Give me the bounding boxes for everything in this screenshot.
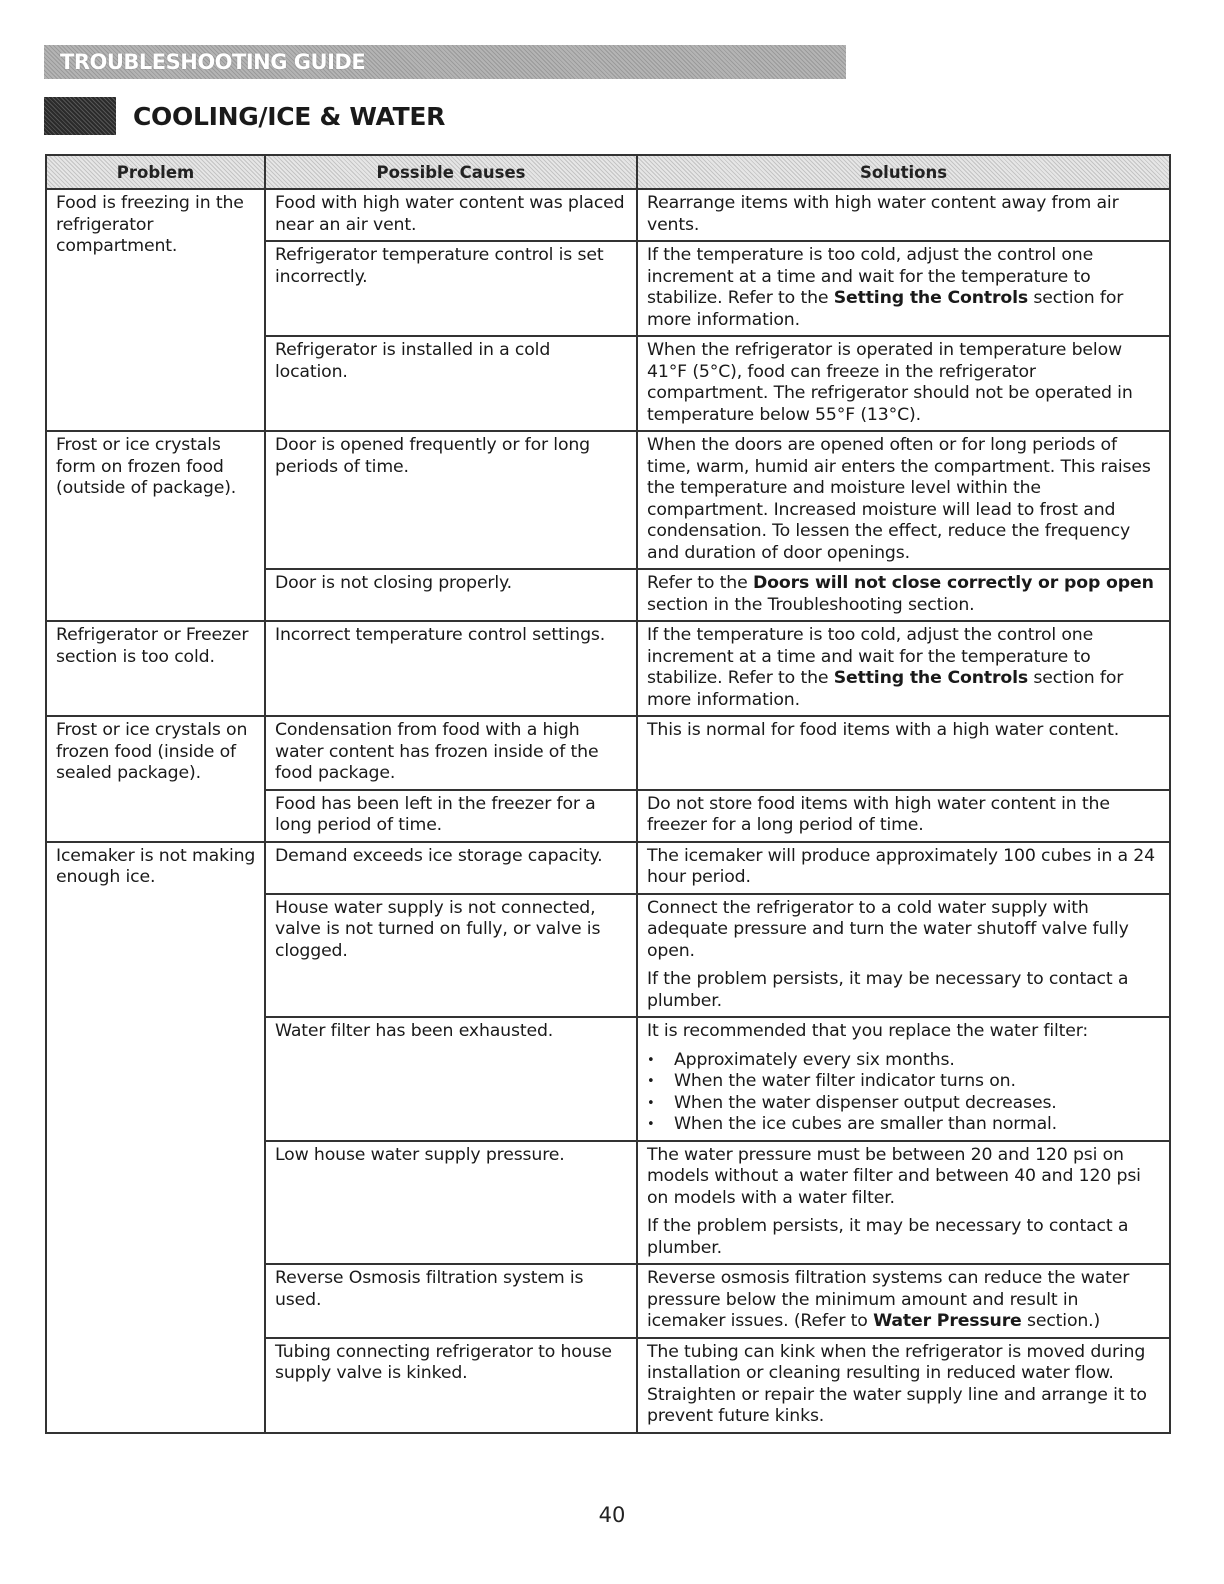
column-header-solutions: Solutions	[637, 155, 1170, 189]
solution-text: Refer to the	[647, 573, 753, 593]
cause-cell: House water supply is not connected, valve is not turned on fully, or valve is clogged.	[265, 894, 637, 1018]
solution-paragraph	[647, 245, 1161, 331]
solution-cell	[637, 336, 1170, 431]
solution-paragraph	[647, 625, 1161, 711]
solution-text: section for more information.	[647, 668, 1124, 710]
section-title: COOLING/ICE & WATER	[133, 101, 446, 131]
solution-cell	[637, 790, 1170, 842]
solution-paragraph: If the problem persists, it may be necessary to contact a plumber.	[647, 1216, 1129, 1258]
solution-cell	[637, 189, 1170, 241]
problem-cell: Frost or ice crystals form on frozen food (outside of package).	[46, 431, 265, 621]
solution-text: If the temperature is too cold, adjust the control one increment at a time and wait for the temperature to stabilize. Refer to the	[647, 245, 1094, 308]
guide-title-bar	[44, 45, 846, 79]
cause-cell: Refrigerator is installed in a cold location.	[265, 336, 637, 431]
cause-cell: Food has been left in the freezer for a long period of time.	[265, 790, 637, 842]
cause-cell: Refrigerator temperature control is set incorrectly.	[265, 241, 637, 336]
cause-cell: Door is opened frequently or for long periods of time.	[265, 431, 637, 569]
section-reference: Setting the Controls	[833, 668, 1029, 688]
solution-text: If the temperature is too cold, adjust the control one increment at a time and wait for the temperature to stabilize. Refer to the	[647, 625, 1094, 688]
solution-paragraph	[647, 1268, 1161, 1333]
cause-cell: Tubing connecting refrigerator to house supply valve is kinked.	[265, 1338, 637, 1433]
solution-paragraph: This is normal for food items with a high water content.	[647, 720, 1120, 740]
page-number: 40	[598, 1503, 626, 1527]
cause-cell: Incorrect temperature control settings.	[265, 621, 637, 716]
section-marker-block	[44, 97, 116, 135]
solution-bullet-item: • Approximately every six months.	[647, 1050, 1161, 1072]
solution-cell	[637, 569, 1170, 621]
solution-paragraph: If the problem persists, it may be necessary to contact a plumber.	[647, 969, 1129, 1011]
problem-cell: Food is freezing in the refrigerator compartment.	[46, 189, 265, 431]
solution-cell	[637, 621, 1170, 716]
problem-cell: Refrigerator or Freezer section is too cold.	[46, 621, 265, 716]
solution-bullet-item: • When the water filter indicator turns on.	[647, 1071, 1161, 1093]
solution-text: section in the Troubleshooting section.	[647, 594, 975, 615]
cause-cell: Demand exceeds ice storage capacity.	[265, 842, 637, 894]
section-reference: Setting the Controls	[833, 288, 1029, 308]
solution-paragraph	[647, 573, 1161, 616]
column-header-problem: Problem	[46, 155, 265, 189]
cause-cell: Food with high water content was placed near an air vent.	[265, 189, 637, 241]
solution-paragraph: When the doors are opened often or for long periods of time, warm, humid air enters the compartment. This raises the temperature and moisture level within the compartment. Increased moisture will lead to frost and condensation. To lessen the effect, reduce the frequency and duration of door openings.	[647, 435, 1151, 563]
cause-cell: Reverse Osmosis filtration system is used.	[265, 1264, 637, 1338]
table-row	[46, 621, 1170, 716]
table-row	[46, 716, 1170, 790]
section-reference: Water Pressure	[873, 1311, 1022, 1331]
solution-cell	[637, 716, 1170, 790]
cause-cell: Low house water supply pressure.	[265, 1141, 637, 1265]
guide-title: TROUBLESHOOTING GUIDE	[60, 50, 366, 74]
solution-cell	[637, 1264, 1170, 1338]
solution-text: Reverse osmosis filtration systems can reduce the water pressure below the minimum amount and result in icemaker issues. (Refer to	[647, 1268, 1130, 1331]
solution-cell	[637, 1338, 1170, 1433]
table-row	[46, 842, 1170, 894]
cause-cell: Door is not closing properly.	[265, 569, 637, 621]
section-heading	[44, 97, 445, 135]
solution-paragraph: When the refrigerator is operated in temperature below 41°F (5°C), food can freeze in the refrigerator compartment. The refrigerator should not be operated in temperature below 55°F (13°C).	[647, 340, 1133, 425]
cause-cell: Water filter has been exhausted.	[265, 1017, 637, 1141]
solution-bullet-item: • When the ice cubes are smaller than normal.	[647, 1114, 1161, 1136]
solution-cell	[637, 431, 1170, 569]
table-body	[46, 189, 1170, 1433]
table-row	[46, 189, 1170, 241]
solution-paragraph: Rearrange items with high water content away from air vents.	[647, 193, 1119, 235]
solution-paragraph: It is recommended that you replace the water filter:	[647, 1021, 1089, 1041]
solution-paragraph: Do not store food items with high water content in the freezer for a long period of time.	[647, 793, 1110, 835]
solution-paragraph: The icemaker will produce approximately 100 cubes in a 24 hour period.	[647, 845, 1155, 887]
solution-bullet-item: • When the water dispenser output decreases.	[647, 1093, 1161, 1115]
solution-cell	[637, 241, 1170, 336]
problem-cell: Frost or ice crystals on frozen food (inside of sealed package).	[46, 716, 265, 842]
solution-cell	[637, 1017, 1170, 1141]
solution-cell	[637, 894, 1170, 1018]
solution-text: section.)	[1021, 1311, 1101, 1331]
solution-bullet-list	[647, 1050, 1161, 1136]
solution-cell	[637, 1141, 1170, 1265]
section-reference: Doors will not close correctly or pop open	[752, 573, 1154, 593]
problem-cell: Icemaker is not making enough ice.	[46, 842, 265, 1433]
column-header-possible-causes: Possible Causes	[265, 155, 637, 189]
solution-cell	[637, 842, 1170, 894]
solution-paragraph: The water pressure must be between 20 and 120 psi on models without a water filter and between 40 and 120 psi on models with a water filter.	[647, 1144, 1141, 1208]
solution-paragraph: Connect the refrigerator to a cold water supply with adequate pressure and turn the water shutoff valve fully open.	[647, 897, 1129, 961]
troubleshooting-table	[45, 154, 1171, 1434]
table-row	[46, 431, 1170, 569]
table-header-row	[46, 155, 1170, 189]
solution-text: section for more information.	[647, 288, 1124, 330]
solution-paragraph: The tubing can kink when the refrigerator is moved during installation or cleaning resulting in reduced water flow. Straighten or repair the water supply line and arrange it to prevent future kinks.	[647, 1341, 1147, 1426]
cause-cell: Condensation from food with a high water content has frozen inside of the food package.	[265, 716, 637, 790]
